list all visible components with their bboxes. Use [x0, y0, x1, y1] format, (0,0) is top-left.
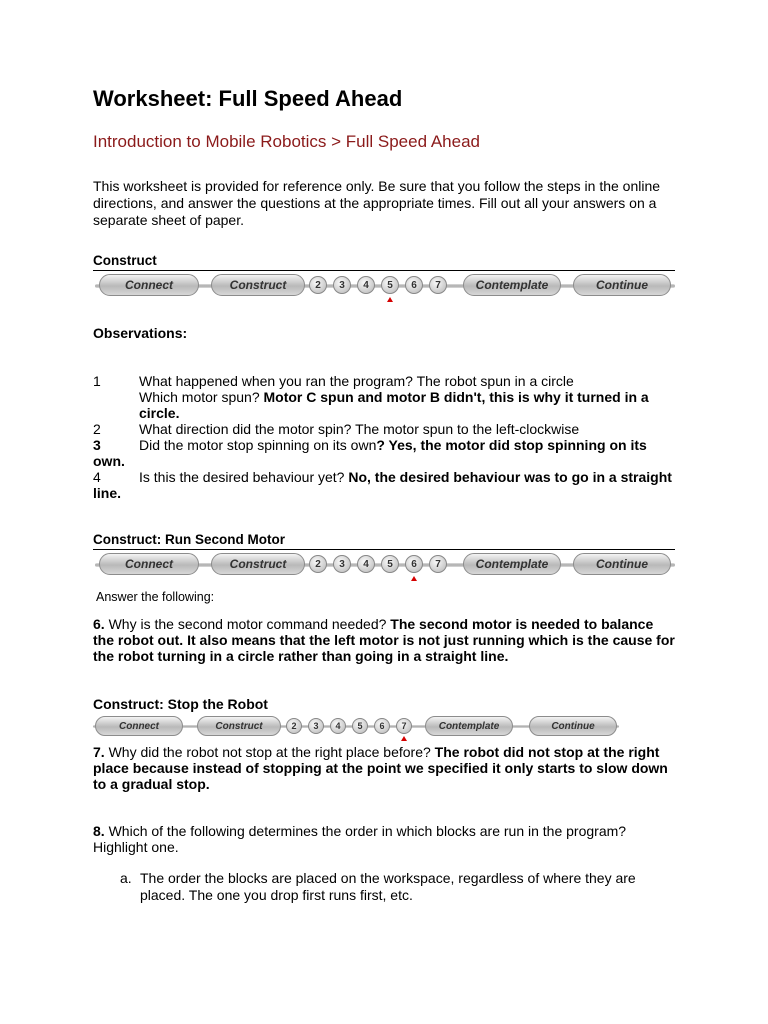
question-text: Why is the second motor command needed? [104, 616, 391, 632]
observations-heading: Observations: [93, 325, 188, 341]
nav-construct-button[interactable]: Construct [197, 716, 281, 736]
question-2 [93, 421, 675, 437]
page-title: Worksheet: Full Speed Ahead [93, 86, 403, 111]
nav-contemplate-button[interactable]: Contemplate [463, 274, 561, 296]
answer-text: The robot did not stop at the right place because instead of stopping at the point we specified it only starts to slow down to a gradual stop. [93, 744, 668, 792]
nav-step-7[interactable]: 7 [429, 276, 447, 294]
answer-text: The second motor is needed to balance the robot out. It also means that the left motor is not just running which is the cause for the robot turning in a circle rather than going in a straight line. [93, 616, 675, 664]
nav-step-6[interactable]: 6 [405, 555, 423, 573]
question-8 [93, 823, 675, 855]
answer-text: Motor C spun and motor B didn't, this is why it turned in a circle. [139, 389, 649, 421]
breadcrumb: Introduction to Mobile Robotics > Full Speed Ahead [93, 132, 480, 151]
current-step-marker [411, 576, 417, 581]
nav-step-3[interactable]: 3 [333, 276, 351, 294]
nav-step-2[interactable]: 2 [309, 555, 327, 573]
question-number: 4 [93, 469, 101, 485]
step-navbar-2 [95, 550, 675, 584]
section-heading-run-second-motor: Construct: Run Second Motor [93, 531, 675, 550]
nav-step-7[interactable]: 7 [429, 555, 447, 573]
nav-step-5[interactable]: 5 [352, 718, 368, 734]
answer-text: ? Yes, the motor did stop spinning on its own. [93, 437, 647, 469]
nav-continue-button[interactable]: Continue [573, 553, 671, 575]
question-text: Why did the robot not stop at the right place before? [104, 744, 435, 760]
question-number: 3 [93, 437, 101, 453]
question-number: 7. [93, 744, 105, 760]
nav-continue-button[interactable]: Continue [529, 716, 617, 736]
option-letter: a. [120, 870, 132, 886]
nav-step-4[interactable]: 4 [357, 555, 375, 573]
nav-step-2[interactable]: 2 [286, 718, 302, 734]
nav-continue-button[interactable]: Continue [573, 274, 671, 296]
question-number: 6. [93, 616, 105, 632]
nav-step-6[interactable]: 6 [374, 718, 390, 734]
nav-step-3[interactable]: 3 [308, 718, 324, 734]
step-navbar-3 [93, 712, 619, 744]
question-text: What happened when you ran the program? The robot spun in a circle [139, 373, 574, 389]
question-number: 8. [93, 823, 105, 839]
option-text: The order the blocks are placed on the workspace, regardless of where they are placed. The one you drop first runs first, etc. [140, 870, 636, 903]
nav-contemplate-button[interactable]: Contemplate [463, 553, 561, 575]
intro-paragraph: This worksheet is provided for reference only. Be sure that you follow the steps in the online directions, and answer the questions at the appropriate times. Fill out all your answers on a separate sheet of paper. [93, 178, 661, 228]
current-step-marker [387, 297, 393, 302]
question-4 [93, 469, 675, 501]
worksheet-page [93, 84, 675, 904]
section-heading-construct: Construct [93, 252, 675, 271]
nav-contemplate-button[interactable]: Contemplate [425, 716, 513, 736]
question-text: What direction did the motor spin? The motor spun to the left-clockwise [139, 421, 580, 437]
nav-step-4[interactable]: 4 [357, 276, 375, 294]
nav-step-6[interactable]: 6 [405, 276, 423, 294]
question-number: 2 [93, 421, 101, 437]
answer-label: Answer the following: [96, 590, 215, 604]
option-a[interactable] [93, 870, 675, 904]
question-7 [93, 744, 675, 792]
nav-construct-button[interactable]: Construct [211, 274, 305, 296]
question-number: 1 [93, 373, 101, 389]
nav-connect-button[interactable]: Connect [99, 274, 199, 296]
nav-step-5[interactable]: 5 [381, 276, 399, 294]
nav-construct-button[interactable]: Construct [211, 553, 305, 575]
answer-text: No, the desired behaviour was to go in a straight line. [93, 469, 672, 501]
nav-step-3[interactable]: 3 [333, 555, 351, 573]
question-text: Did the motor stop spinning on its own [139, 437, 377, 453]
nav-connect-button[interactable]: Connect [99, 553, 199, 575]
nav-step-2[interactable]: 2 [309, 276, 327, 294]
section-heading-stop-robot: Construct: Stop the Robot [93, 696, 268, 712]
nav-step-5[interactable]: 5 [381, 555, 399, 573]
nav-connect-button[interactable]: Connect [95, 716, 183, 736]
question-3 [93, 437, 675, 469]
question-6 [93, 616, 675, 664]
question-text: Which motor spun? [139, 389, 264, 405]
question-text: Is this the desired behaviour yet? [139, 469, 349, 485]
nav-step-4[interactable]: 4 [330, 718, 346, 734]
question-1 [93, 373, 675, 421]
nav-step-7[interactable]: 7 [396, 718, 412, 734]
current-step-marker [401, 736, 407, 741]
step-navbar-1 [95, 271, 675, 305]
question-text: Which of the following determines the order in which blocks are run in the program? Highlight one. [93, 823, 627, 855]
